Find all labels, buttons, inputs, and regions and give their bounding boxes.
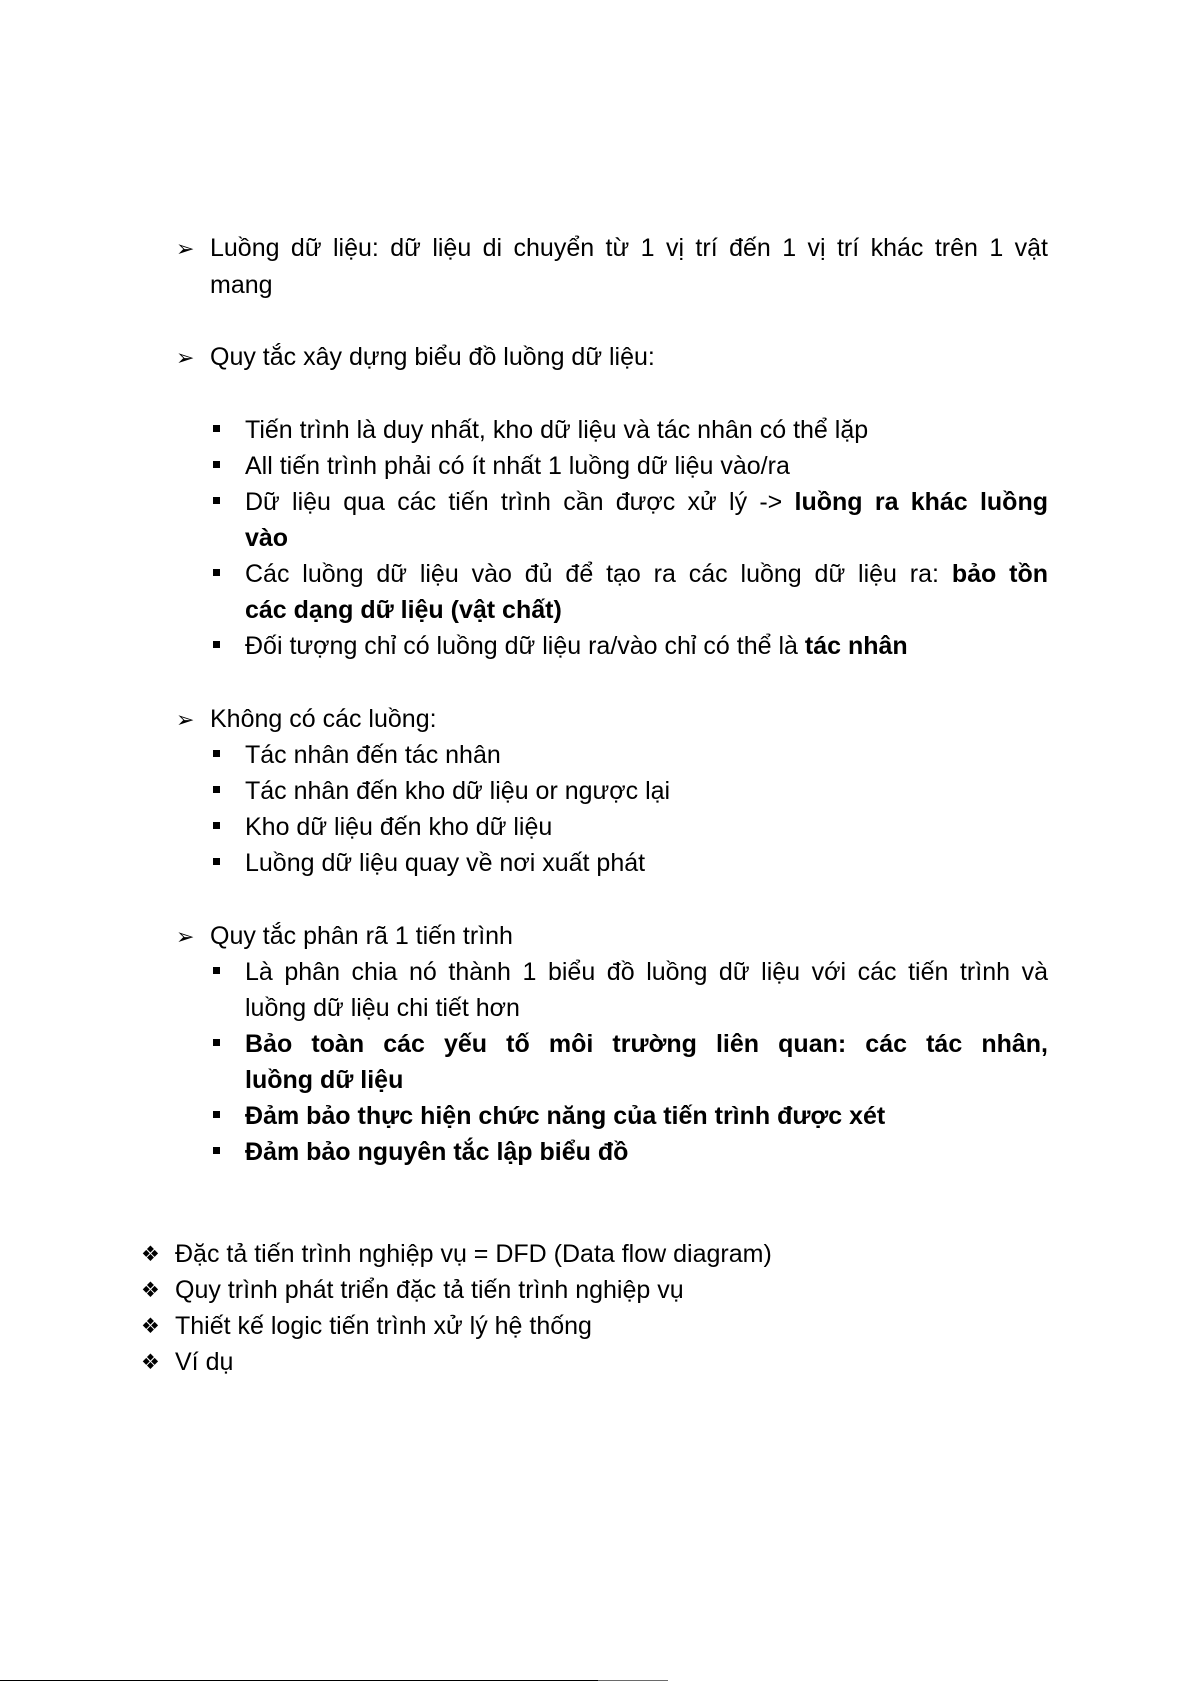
decomposition-item-2-line1: Bảo toàn các yếu tố môi trường liên quan: các tác nhân, (245, 1030, 1048, 1058)
no-flow-item-4: Luồng dữ liệu quay về nơi xuất phát (245, 849, 646, 877)
arrow-bullet-icon: ➢ (176, 345, 195, 370)
rule-item-3-line1: Dữ liệu qua các tiến trình cần được xử lý -> luồng ra khác luồng (245, 488, 1048, 516)
square-bullet-icon (213, 822, 220, 829)
diamond-bullet-icon: ❖ (141, 1279, 160, 1302)
rule-item-3-emphasis: luồng ra khác luồng (794, 488, 1048, 516)
data-flow-definition-line1: Luồng dữ liệu: dữ liệu di chuyển từ 1 vị trí đến 1 vị trí khác trên 1 vật (210, 234, 1048, 262)
decomposition-item-4: Đảm bảo nguyên tắc lập biểu đồ (245, 1138, 629, 1166)
no-flows-heading: Không có các luồng: (210, 705, 437, 733)
no-flow-item-3: Kho dữ liệu đến kho dữ liệu (245, 813, 553, 841)
square-bullet-icon (213, 425, 220, 432)
square-bullet-icon (213, 461, 220, 468)
decomposition-item-1-line2: luồng dữ liệu chi tiết hơn (245, 994, 520, 1022)
arrow-bullet-icon: ➢ (176, 707, 195, 732)
diamond-bullet-icon: ❖ (141, 1315, 160, 1338)
rule-item-5: Đối tượng chỉ có luồng dữ liệu ra/vào chỉ có thể là tác nhân (245, 632, 908, 660)
rule-item-5-emphasis: tác nhân (804, 632, 908, 660)
square-bullet-icon (213, 1147, 220, 1154)
square-bullet-icon (213, 858, 220, 865)
square-bullet-icon (213, 750, 220, 757)
rule-item-4-line2: các dạng dữ liệu (vật chất) (245, 596, 562, 624)
no-flow-item-2: Tác nhân đến kho dữ liệu or ngược lại (245, 777, 671, 805)
arrow-bullet-icon: ➢ (176, 924, 195, 949)
diamond-bullet-icon: ❖ (141, 1243, 160, 1266)
footer-divider-segment (598, 1680, 668, 1681)
square-bullet-icon (213, 1111, 220, 1118)
rule-item-4-emphasis: bảo tồn (951, 560, 1048, 588)
bottom-item-1: Đặc tả tiến trình nghiệp vụ = DFD (Data flow diagram) (175, 1240, 772, 1268)
bottom-item-2: Quy trình phát triển đặc tả tiến trình nghiệp vụ (175, 1276, 684, 1304)
rule-item-2: All tiến trình phải có ít nhất 1 luồng dữ liệu vào/ra (245, 452, 790, 480)
bottom-item-3: Thiết kế logic tiến trình xử lý hệ thống (175, 1312, 592, 1340)
dfd-rules-heading: Quy tắc xây dựng biểu đồ luồng dữ liệu: (210, 343, 655, 371)
square-bullet-icon (213, 569, 220, 576)
diamond-bullet-icon: ❖ (141, 1351, 160, 1374)
bottom-item-4: Ví dụ (175, 1348, 234, 1376)
no-flow-item-1: Tác nhân đến tác nhân (245, 741, 501, 769)
decomposition-item-3: Đảm bảo thực hiện chức năng của tiến trình được xét (245, 1102, 886, 1130)
rule-item-1: Tiến trình là duy nhất, kho dữ liệu và tác nhân có thể lặp (245, 416, 869, 444)
square-bullet-icon (213, 967, 220, 974)
arrow-bullet-icon: ➢ (176, 236, 195, 261)
footer-divider (0, 1680, 598, 1681)
square-bullet-icon (213, 786, 220, 793)
decomposition-item-1-line1: Là phân chia nó thành 1 biểu đồ luồng dữ liệu với các tiến trình và (245, 958, 1048, 986)
decomposition-item-2-line2: luồng dữ liệu (245, 1066, 404, 1094)
square-bullet-icon (213, 641, 220, 648)
data-flow-definition-line2: mang (210, 271, 273, 299)
square-bullet-icon (213, 1039, 220, 1046)
rule-item-3-line2: vào (245, 524, 289, 552)
rule-item-4-line1: Các luồng dữ liệu vào đủ để tạo ra các luồng dữ liệu ra: bảo tồn (245, 560, 1048, 588)
square-bullet-icon (213, 497, 220, 504)
decomposition-heading: Quy tắc phân rã 1 tiến trình (210, 922, 513, 950)
